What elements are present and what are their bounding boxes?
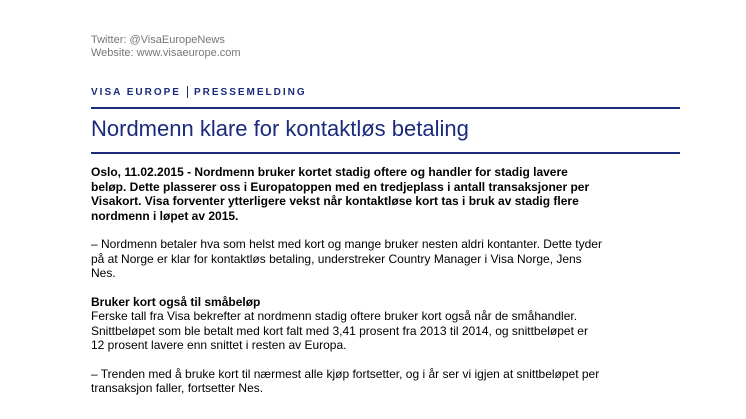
section-label: PRESSEMELDING	[193, 86, 307, 98]
header-divider	[187, 86, 188, 98]
article-body	[91, 165, 680, 410]
contact-info	[91, 34, 241, 60]
quote-line: på at Norge er klar for kontaktløs betaling, understreker Country Manager i Visa Norge, Jens	[91, 251, 582, 266]
body-line: Snittbeløpet som ble betalt med kort falt med 3,41 prosent fra 2013 til 2014, og snittbeløpet er	[91, 323, 588, 338]
header-rule-top	[91, 107, 680, 109]
lead-line: Oslo, 11.02.2015 - Nordmenn bruker kortet stadig oftere og handler for stadig lavere	[91, 165, 568, 179]
release-header	[91, 86, 307, 98]
quote-line: transaksjon faller, fortsetter Nes.	[91, 381, 264, 395]
quote-line: Nes.	[91, 266, 116, 280]
body-line: 12 prosent lavere enn snittet i resten av Europa.	[91, 338, 347, 352]
header-rule-bottom	[91, 152, 680, 154]
page-title: Nordmenn klare for kontaktløs betaling	[91, 116, 469, 141]
body-line: Ferske tall fra Visa bekrefter at nordmenn stadig oftere bruker kort også når de småhandler.	[91, 309, 578, 323]
lead-paragraph	[91, 165, 680, 223]
lead-line: Visakort. Visa forventer ytterligere vekst når kontaktløse kort tas i bruk av stadig flere	[91, 194, 579, 208]
lead-line: nordmenn i løpet av 2015.	[91, 208, 239, 223]
section-subheading: Bruker kort også til småbeløp	[91, 294, 261, 309]
quote-line: – Nordmenn betaler hva som helst med kort og mange bruker nesten aldri kontanter. Dette tyder	[91, 237, 602, 251]
twitter-handle: Twitter: @VisaEuropeNews	[91, 34, 225, 46]
brand-label: VISA EUROPE	[91, 86, 181, 98]
quote-paragraph-1	[91, 237, 680, 281]
website-url: Website: www.visaeurope.com	[91, 47, 241, 59]
section-paragraph	[91, 295, 680, 353]
lead-line: beløp. Dette plasserer oss i Europatoppen med en tredjeplass i antall transaksjoner per	[91, 179, 590, 194]
quote-paragraph-2	[91, 367, 680, 396]
press-release-page	[91, 0, 680, 419]
quote-line: – Trenden med å bruke kort til nærmest alle kjøp fortsetter, og i år ser vi igjen at snittbeløpet per	[91, 366, 600, 381]
